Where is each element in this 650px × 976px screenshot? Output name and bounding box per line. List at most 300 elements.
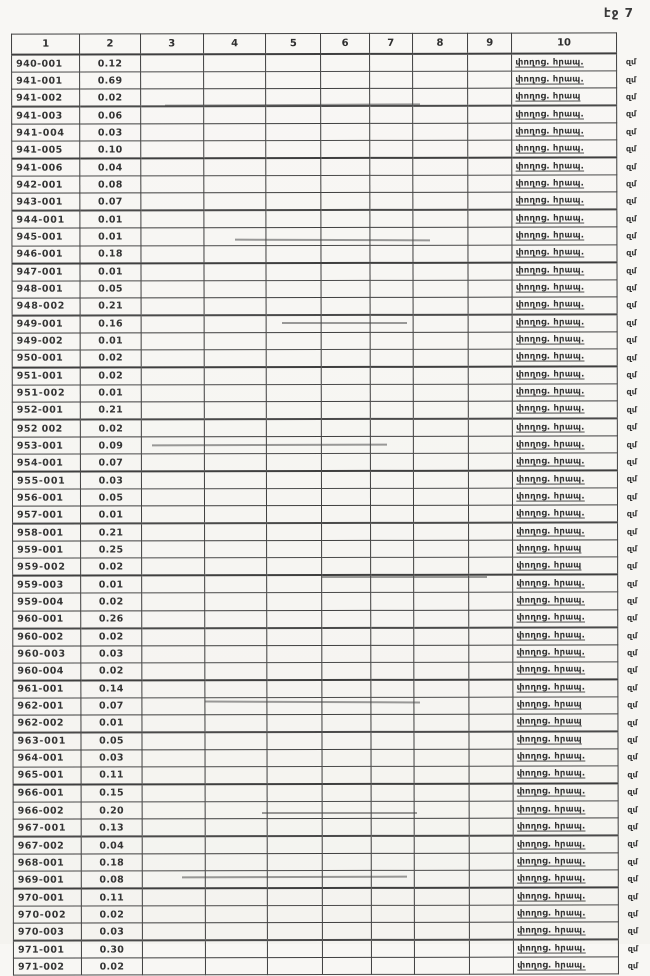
empty-cell (413, 436, 468, 453)
empty-cell (414, 958, 469, 975)
empty-cell (469, 870, 513, 888)
empty-cell (469, 540, 513, 557)
area-value-cell: 0.01 (80, 263, 140, 281)
empty-cell (141, 471, 204, 489)
table-row (13, 766, 650, 785)
table-row (12, 123, 650, 141)
empty-cell (141, 263, 204, 281)
margin-mark: զմ (627, 891, 638, 901)
empty-cell (142, 784, 205, 802)
empty-cell (468, 88, 512, 106)
empty-cell (266, 228, 321, 245)
parcel-code-cell: 942-001 (12, 176, 80, 193)
land-use-cell (513, 418, 618, 436)
empty-cell (141, 576, 204, 594)
land-use-cell (513, 766, 618, 784)
empty-cell (266, 89, 321, 107)
empty-cell (266, 141, 321, 159)
area-value-cell: 0.14 (81, 680, 141, 698)
land-use-cell (512, 244, 617, 262)
column-header-6: 6 (321, 33, 369, 54)
empty-cell (369, 193, 412, 211)
column-header-4: 4 (203, 34, 265, 55)
empty-cell (369, 88, 412, 106)
table-row (12, 227, 650, 245)
empty-cell (141, 437, 204, 454)
empty-cell (204, 245, 266, 263)
empty-cell (266, 332, 321, 349)
cadastral-table (11, 32, 650, 976)
parcel-code-cell: 960-003 (13, 646, 81, 663)
margin-mark: զմ (627, 683, 638, 693)
margin-mark: զմ (627, 909, 638, 919)
empty-cell (323, 801, 371, 818)
empty-cell (142, 941, 205, 959)
empty-cell (413, 228, 468, 245)
empty-cell (266, 367, 321, 385)
empty-cell (205, 784, 267, 802)
empty-cell (369, 106, 412, 124)
empty-cell (412, 88, 467, 106)
empty-cell (469, 645, 513, 662)
empty-cell (204, 402, 266, 420)
empty-cell (414, 662, 469, 680)
margin-mark: զմ (627, 770, 638, 780)
empty-cell (140, 141, 203, 159)
empty-cell (413, 245, 468, 263)
table-row (13, 818, 650, 837)
empty-cell (205, 871, 267, 889)
empty-cell (371, 818, 414, 836)
empty-cell (205, 714, 267, 732)
empty-cell (141, 698, 204, 715)
empty-cell (205, 680, 267, 698)
empty-cell (266, 158, 321, 176)
margin-mark: զմ (626, 161, 637, 171)
empty-cell (267, 541, 322, 558)
empty-cell (203, 72, 265, 89)
empty-cell (267, 854, 322, 871)
empty-cell (370, 523, 413, 541)
empty-cell (321, 54, 369, 72)
empty-cell (204, 89, 266, 107)
parcel-code-cell: 965-001 (13, 767, 81, 785)
table-row (13, 714, 650, 733)
empty-cell (322, 419, 370, 437)
empty-cell (204, 228, 266, 245)
empty-cell (370, 471, 413, 489)
area-value-cell: 0.07 (80, 193, 140, 211)
margin-mark: զմ (626, 196, 637, 206)
empty-cell (468, 436, 512, 453)
table-row (12, 470, 650, 489)
empty-cell (205, 593, 267, 610)
parcel-code-cell: 966-002 (13, 802, 81, 819)
margin-mark: զմ (627, 874, 638, 884)
empty-cell (414, 610, 469, 628)
empty-cell (469, 905, 513, 922)
empty-cell (322, 697, 370, 714)
empty-cell (140, 193, 203, 211)
table-row (13, 888, 650, 907)
parcel-code-cell: 949-001 (12, 315, 80, 333)
land-use-text: փողոց. հրապ (515, 91, 581, 102)
land-use-text: փողոց. հրապ. (515, 56, 584, 68)
table-row (13, 783, 650, 802)
empty-cell (266, 193, 321, 211)
area-value-cell: 0.05 (81, 489, 141, 506)
margin-mark: զմ (626, 544, 638, 554)
land-use-cell (513, 818, 618, 836)
empty-cell (267, 575, 322, 593)
table-row (12, 105, 650, 124)
empty-cell (414, 801, 469, 818)
empty-cell (205, 558, 267, 576)
table-row (12, 401, 650, 420)
parcel-code-cell: 951-001 (12, 367, 80, 385)
land-use-cell (513, 836, 618, 854)
empty-cell (322, 749, 370, 766)
empty-cell (141, 350, 204, 368)
land-use-text: փողոց. հրապ. (515, 230, 585, 241)
margin-mark: զմ (627, 944, 639, 954)
parcel-code-cell: 952-001 (12, 402, 80, 420)
empty-cell (370, 384, 413, 401)
empty-cell (267, 489, 322, 506)
land-use-cell (512, 297, 617, 315)
empty-cell (204, 176, 266, 193)
land-use-cell (513, 662, 618, 680)
parcel-code-cell: 941-005 (12, 141, 80, 159)
empty-cell (469, 523, 513, 541)
table-row (12, 296, 650, 315)
land-use-text: փողոց. հրապ (516, 543, 582, 554)
margin-mark: զմ (626, 561, 638, 571)
empty-cell (268, 906, 323, 923)
table-row (13, 853, 650, 871)
column-header-1: 1 (12, 34, 80, 55)
empty-cell (470, 958, 514, 975)
margin-mark: զմ (626, 248, 637, 258)
empty-cell (412, 71, 467, 88)
table-row (12, 418, 650, 437)
margin-mark: զմ (626, 144, 637, 154)
empty-cell (323, 818, 371, 836)
land-use-cell (512, 349, 617, 367)
land-use-cell (512, 123, 617, 140)
land-use-cell (513, 384, 618, 401)
empty-cell (322, 436, 370, 453)
empty-cell (141, 454, 204, 472)
land-use-text: փողոց. հրապ. (515, 195, 585, 206)
table-row (12, 314, 650, 333)
empty-cell (370, 210, 413, 228)
parcel-code-cell: 946-001 (12, 246, 80, 264)
column-header-3: 3 (140, 34, 203, 55)
land-use-cell (513, 401, 618, 419)
empty-cell (414, 645, 469, 662)
empty-cell (267, 454, 322, 472)
empty-cell (205, 767, 267, 785)
empty-cell (412, 106, 467, 124)
empty-cell (413, 419, 468, 437)
land-use-text: փողոց. հրապ. (516, 612, 586, 623)
margin-mark: զմ (627, 961, 639, 971)
empty-cell (204, 158, 266, 176)
land-use-cell (513, 801, 618, 818)
empty-cell (140, 89, 203, 107)
area-value-cell: 0.05 (80, 281, 140, 298)
table-header-row (12, 33, 650, 55)
land-use-text: փողոց. հրապ. (517, 908, 586, 919)
empty-cell (204, 106, 266, 124)
land-use-text: փողոց. հրապ (516, 699, 582, 710)
empty-cell (321, 297, 369, 315)
margin-mark: զմ (627, 735, 638, 745)
table-row (12, 488, 650, 506)
empty-cell (204, 506, 266, 524)
parcel-code-cell: 971-002 (13, 958, 81, 975)
area-value-cell: 0.01 (80, 333, 140, 350)
area-value-cell: 0.16 (80, 315, 140, 333)
table-row (12, 88, 650, 107)
parcel-code-cell: 959-003 (13, 576, 81, 594)
land-use-text: փողոց. հրապ. (515, 247, 585, 258)
area-value-cell: 0.05 (81, 732, 141, 750)
area-value-cell: 0.02 (82, 958, 142, 975)
land-use-cell (512, 192, 617, 210)
margin-mark: զմ (627, 839, 638, 849)
empty-cell (322, 541, 370, 558)
empty-cell (205, 888, 267, 906)
empty-cell (267, 680, 322, 698)
empty-cell (142, 715, 205, 733)
empty-cell (468, 366, 512, 384)
empty-cell (266, 280, 321, 297)
parcel-code-cell: 941-004 (12, 124, 80, 141)
empty-cell (268, 940, 323, 958)
area-value-cell: 0.69 (80, 72, 140, 89)
land-use-text: փողոց. հրապ. (517, 891, 586, 902)
empty-cell (370, 332, 413, 349)
empty-cell (370, 575, 413, 593)
empty-cell (413, 488, 468, 505)
empty-cell (371, 888, 414, 906)
empty-cell (413, 558, 468, 576)
table-row (12, 210, 650, 229)
empty-cell (205, 576, 267, 594)
empty-cell (414, 870, 469, 888)
empty-cell (141, 558, 204, 576)
empty-cell (140, 211, 203, 229)
land-use-cell (513, 488, 618, 505)
empty-cell (204, 141, 266, 159)
margin-mark: զմ (626, 509, 638, 519)
empty-cell (205, 662, 267, 680)
empty-cell (322, 332, 370, 349)
empty-cell (371, 766, 414, 784)
empty-cell (321, 158, 369, 176)
empty-cell (468, 297, 512, 315)
empty-cell (414, 940, 469, 958)
empty-cell (468, 140, 512, 158)
land-use-cell (513, 731, 618, 749)
land-use-text: փողոց. հրապ. (515, 351, 585, 362)
area-value-cell: 0.02 (81, 628, 141, 646)
area-value-cell: 0.18 (80, 245, 140, 263)
land-use-cell (513, 749, 618, 766)
empty-cell (414, 766, 469, 784)
margin-mark: զմ (626, 405, 637, 415)
empty-cell (266, 263, 321, 281)
parcel-code-cell: 956-001 (12, 489, 80, 506)
empty-cell (414, 836, 469, 854)
empty-cell (141, 333, 204, 350)
empty-cell (266, 401, 321, 419)
empty-cell (205, 906, 267, 923)
empty-cell (371, 906, 414, 923)
parcel-code-cell: 940-001 (12, 55, 80, 73)
table-row (12, 140, 650, 159)
table-row (12, 366, 650, 385)
empty-cell (204, 471, 266, 489)
empty-cell (142, 958, 205, 975)
empty-cell (141, 593, 204, 610)
area-value-cell: 0.21 (80, 298, 140, 316)
empty-cell (321, 71, 369, 88)
empty-cell (267, 662, 322, 680)
table-row (13, 557, 650, 576)
land-use-cell (512, 366, 617, 384)
land-use-text: փողոց. հրապ. (517, 856, 586, 867)
empty-cell (205, 697, 267, 714)
area-value-cell: 0.04 (80, 159, 140, 177)
empty-cell (370, 419, 413, 437)
empty-cell (413, 541, 468, 558)
land-use-cell (514, 905, 619, 922)
margin-mark: զմ (626, 266, 637, 276)
empty-cell (267, 802, 322, 819)
area-value-cell: 0.06 (80, 107, 140, 125)
empty-cell (370, 506, 413, 524)
empty-cell (468, 245, 512, 263)
empty-cell (141, 645, 204, 662)
empty-cell (141, 315, 204, 333)
parcel-code-cell: 970-002 (13, 906, 81, 923)
empty-cell (322, 610, 370, 628)
land-use-text: փողոց. հրապ. (516, 491, 585, 502)
empty-cell (267, 749, 322, 766)
empty-cell (322, 506, 370, 524)
empty-cell (413, 297, 468, 315)
table-row (12, 349, 650, 368)
land-use-text: փողոց. հրապ. (516, 439, 585, 450)
land-use-text: փողոց. հրապ. (515, 265, 585, 276)
empty-cell (371, 853, 414, 870)
margin-mark: զմ (627, 804, 638, 814)
empty-cell (370, 349, 413, 367)
land-use-cell (513, 540, 618, 557)
empty-cell (141, 419, 204, 437)
empty-cell (323, 854, 371, 871)
empty-cell (469, 593, 513, 610)
empty-cell (413, 453, 468, 471)
empty-cell (370, 453, 413, 471)
empty-cell (371, 801, 414, 818)
empty-cell (322, 401, 370, 419)
empty-cell (370, 280, 413, 297)
empty-cell (413, 575, 468, 593)
table-row (13, 679, 650, 698)
empty-cell (323, 784, 371, 802)
empty-cell (141, 280, 204, 297)
land-use-cell (512, 332, 617, 349)
empty-cell (412, 54, 467, 72)
empty-cell (142, 819, 205, 837)
land-use-text: փողոց. հրապ. (515, 161, 585, 172)
land-use-cell (513, 505, 618, 523)
land-use-text: փողոց. հրապ. (515, 143, 585, 154)
empty-cell (204, 211, 266, 229)
table-row (12, 192, 650, 211)
empty-cell (469, 610, 513, 628)
empty-cell (140, 176, 203, 193)
parcel-code-cell: 943-001 (12, 193, 80, 211)
margin-mark: զմ (626, 214, 637, 224)
table-row (13, 609, 650, 628)
land-use-cell (513, 523, 618, 541)
empty-cell (321, 262, 369, 280)
empty-cell (141, 367, 204, 385)
margin-mark: զմ (627, 752, 638, 762)
empty-cell (266, 315, 321, 333)
empty-cell (141, 489, 204, 506)
land-use-cell (512, 210, 617, 228)
empty-cell (469, 749, 513, 766)
empty-cell (468, 280, 512, 297)
empty-cell (414, 593, 469, 610)
land-use-cell (513, 783, 618, 801)
land-use-cell (514, 853, 619, 870)
empty-cell (141, 610, 204, 628)
empty-cell (469, 679, 513, 697)
empty-cell (322, 471, 370, 489)
margin-mark: զմ (627, 631, 638, 641)
area-value-cell: 0.07 (81, 454, 141, 472)
table-row (13, 922, 650, 941)
land-use-text: փողոց. հրապ. (517, 925, 586, 936)
area-value-cell: 0.02 (81, 367, 141, 385)
table-row (13, 835, 650, 854)
margin-mark: զմ (626, 318, 637, 328)
empty-cell (204, 437, 266, 454)
margin-mark: զմ (627, 717, 638, 727)
empty-cell (469, 940, 513, 958)
empty-cell (321, 228, 369, 245)
land-use-text: փողոց. հրապ. (515, 74, 584, 85)
area-value-cell: 0.11 (81, 767, 141, 785)
parcel-code-cell: 959-002 (13, 558, 81, 576)
empty-cell (267, 697, 322, 714)
empty-cell (323, 836, 371, 854)
empty-cell (204, 315, 266, 333)
margin-mark: զմ (627, 787, 638, 797)
empty-cell (267, 871, 322, 889)
table-row (12, 262, 650, 281)
column-header-9: 9 (468, 33, 512, 54)
empty-cell (204, 124, 266, 141)
parcel-code-cell: 960-004 (13, 663, 81, 681)
